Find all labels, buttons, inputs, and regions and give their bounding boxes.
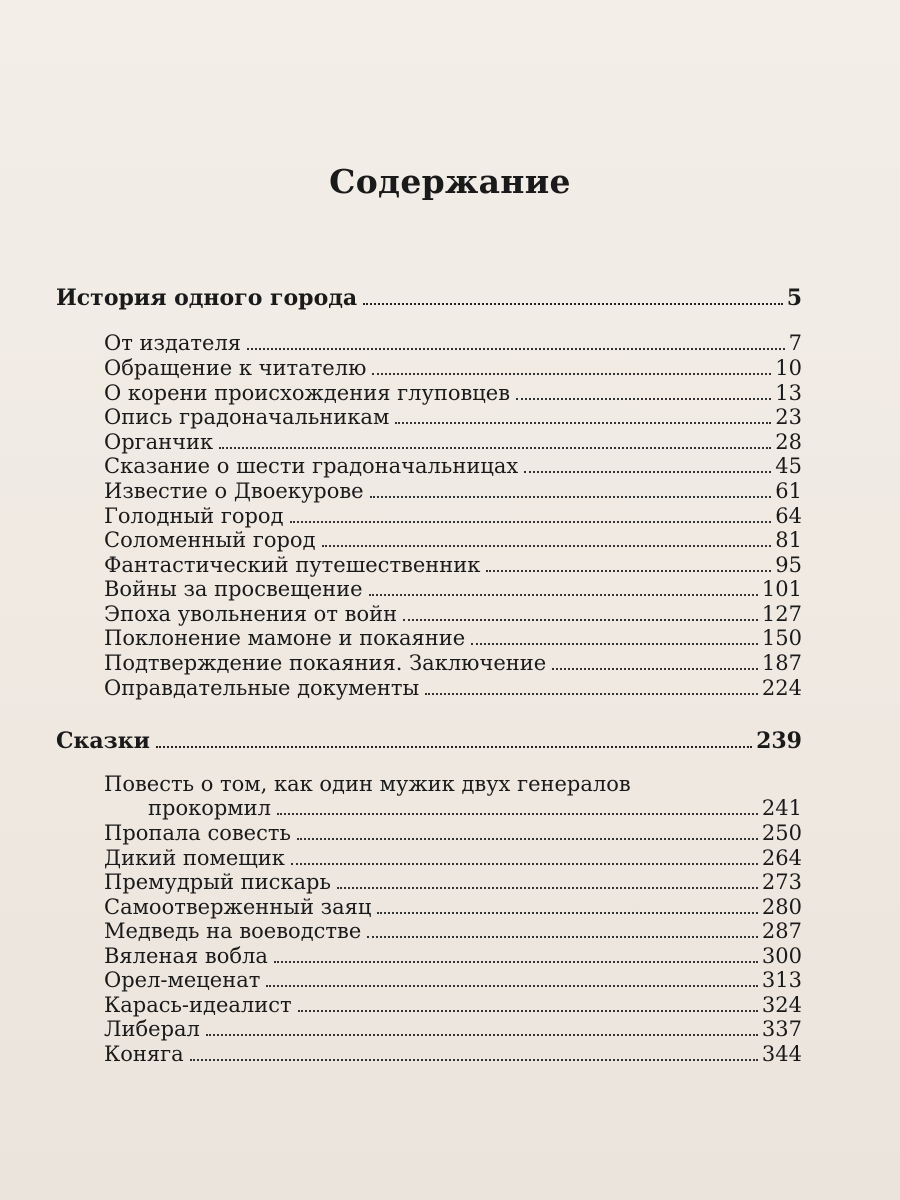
toc-page-number: 81 (775, 528, 802, 552)
toc-item (104, 918, 802, 944)
toc-page-number: 337 (761, 1017, 802, 1041)
toc-page-number: 264 (761, 846, 802, 870)
toc-item-title: Либерал (104, 1017, 200, 1041)
toc-item-title: Поклонение мамоне и покаяние (104, 626, 466, 650)
toc-item-title: Голодный город (104, 504, 284, 528)
toc-leader-dots (337, 887, 758, 889)
toc-leader-dots (377, 912, 758, 914)
toc-item (104, 478, 802, 504)
toc-page-number: 224 (761, 676, 802, 700)
toc-item-title: Эпоха увольнения от войн (104, 602, 398, 626)
toc-item-title: Пропала совесть (104, 821, 291, 845)
toc-item-title: Фантастический путешественник (104, 553, 481, 577)
toc-item-title: Дикий помещик (104, 846, 285, 870)
toc-leader-dots (516, 398, 771, 400)
toc-item-title: Премудрый пискарь (104, 870, 331, 894)
toc-item (104, 1016, 802, 1042)
toc-item-title: Медведь на воеводстве (104, 919, 362, 943)
toc-page-number: 150 (761, 626, 802, 650)
toc-leader-dots (291, 863, 758, 865)
toc-page-number: 7 (788, 331, 802, 355)
toc-item (104, 355, 802, 381)
toc-item (104, 380, 802, 406)
toc-page-number: 241 (761, 796, 802, 820)
toc-leader-dots (322, 545, 772, 547)
toc-page-number: 287 (761, 919, 802, 943)
toc-leader-dots (219, 447, 771, 449)
toc-page-number: 324 (761, 993, 802, 1017)
toc-page-number: 13 (775, 381, 802, 405)
toc-item (104, 527, 802, 553)
toc-leader-dots (298, 1010, 758, 1012)
toc-leader-dots (425, 693, 758, 695)
toc-page-number: 45 (775, 454, 802, 478)
toc-leader-dots (369, 594, 758, 596)
toc-page-number: 127 (761, 602, 802, 626)
toc-leader-dots (206, 1034, 758, 1036)
toc-leader-dots (156, 746, 752, 748)
toc-page-number: 300 (761, 944, 802, 968)
toc-section-history (56, 285, 802, 311)
toc-leader-dots (266, 985, 758, 987)
toc-item (104, 992, 802, 1018)
toc-page-number: 187 (761, 651, 802, 675)
toc-item (104, 330, 802, 356)
toc-item (104, 1041, 802, 1067)
toc-page-number: 95 (775, 553, 802, 577)
toc-item-title: Коняга (104, 1042, 184, 1066)
toc-leader-dots (274, 961, 758, 963)
toc-item-title: Орел-меценат (104, 968, 261, 992)
toc-item (104, 967, 802, 993)
toc-leader-dots (247, 348, 785, 350)
toc-page-number: 239 (756, 728, 802, 754)
toc-page-number: 61 (775, 479, 802, 503)
toc-leader-dots (367, 936, 758, 938)
toc-item (104, 845, 802, 871)
toc-item-title: От издателя (104, 331, 242, 355)
toc-item-title: Подтверждение покаяния. Заключение (104, 651, 547, 675)
toc-page-number: 273 (761, 870, 802, 894)
toc-item-title: прокормил (148, 796, 271, 820)
toc-leader-dots (370, 496, 772, 498)
toc-item (104, 650, 802, 676)
toc-item-title: Карась-идеалист (104, 993, 292, 1017)
toc-leader-dots (403, 619, 758, 621)
toc-leader-dots (290, 521, 772, 523)
page-title: Содержание (329, 162, 571, 201)
toc-item-title: Органчик (104, 430, 214, 454)
toc-item-title: Оправдательные документы (104, 676, 420, 700)
toc-leader-dots (471, 643, 758, 645)
toc-page-number: 28 (775, 430, 802, 454)
toc-leader-dots (486, 570, 771, 572)
toc-item (104, 576, 802, 602)
toc-item (148, 795, 802, 821)
toc-item-title: Известие о Двоекурове (104, 479, 364, 503)
toc-leader-dots (277, 813, 758, 815)
toc-leader-dots (524, 471, 771, 473)
toc-page-number: 250 (761, 821, 802, 845)
toc-item-title: Самоотверженный заяц (104, 895, 372, 919)
toc-page-number: 5 (786, 285, 802, 311)
toc-leader-dots (552, 668, 758, 670)
toc-item (104, 625, 802, 651)
toc-page-number: 64 (775, 504, 802, 528)
toc-leader-dots (297, 838, 758, 840)
toc-item (104, 601, 802, 627)
toc-leader-dots (363, 303, 783, 305)
toc-page-number: 10 (775, 356, 802, 380)
toc-section-title: Сказки (56, 728, 150, 754)
toc-page-number: 313 (761, 968, 802, 992)
toc-item-title: Обращение к читателю (104, 356, 367, 380)
toc-item-title: Сказание о шести градоначальницах (104, 454, 519, 478)
toc-item (104, 552, 802, 578)
toc-item-title: О корени происхождения глуповцев (104, 381, 511, 405)
toc-item-title: Опись градоначальникам (104, 405, 390, 429)
toc-item (104, 429, 802, 455)
toc-item-title: Войны за просвещение (104, 577, 363, 601)
toc-item (104, 820, 802, 846)
toc-page-number: 101 (761, 577, 802, 601)
toc-leader-dots (190, 1059, 758, 1061)
toc-page-number: 280 (761, 895, 802, 919)
toc-leader-dots (372, 373, 771, 375)
toc-item (104, 869, 802, 895)
toc-page-number: 23 (775, 405, 802, 429)
toc-item (104, 404, 802, 430)
toc-item (104, 894, 802, 920)
toc-page-number: 344 (761, 1042, 802, 1066)
toc-item (104, 943, 802, 969)
toc-item (104, 453, 802, 479)
toc-item (104, 675, 802, 701)
toc-item-title: Соломенный город (104, 528, 316, 552)
toc-section-tales (56, 728, 802, 754)
toc-leader-dots (395, 422, 771, 424)
toc-item (104, 503, 802, 529)
toc-item-title-line1: Повесть о том, как один мужик двух генералов (104, 772, 631, 796)
toc-item-title: Вяленая вобла (104, 944, 268, 968)
toc-section-title: История одного города (56, 285, 358, 311)
